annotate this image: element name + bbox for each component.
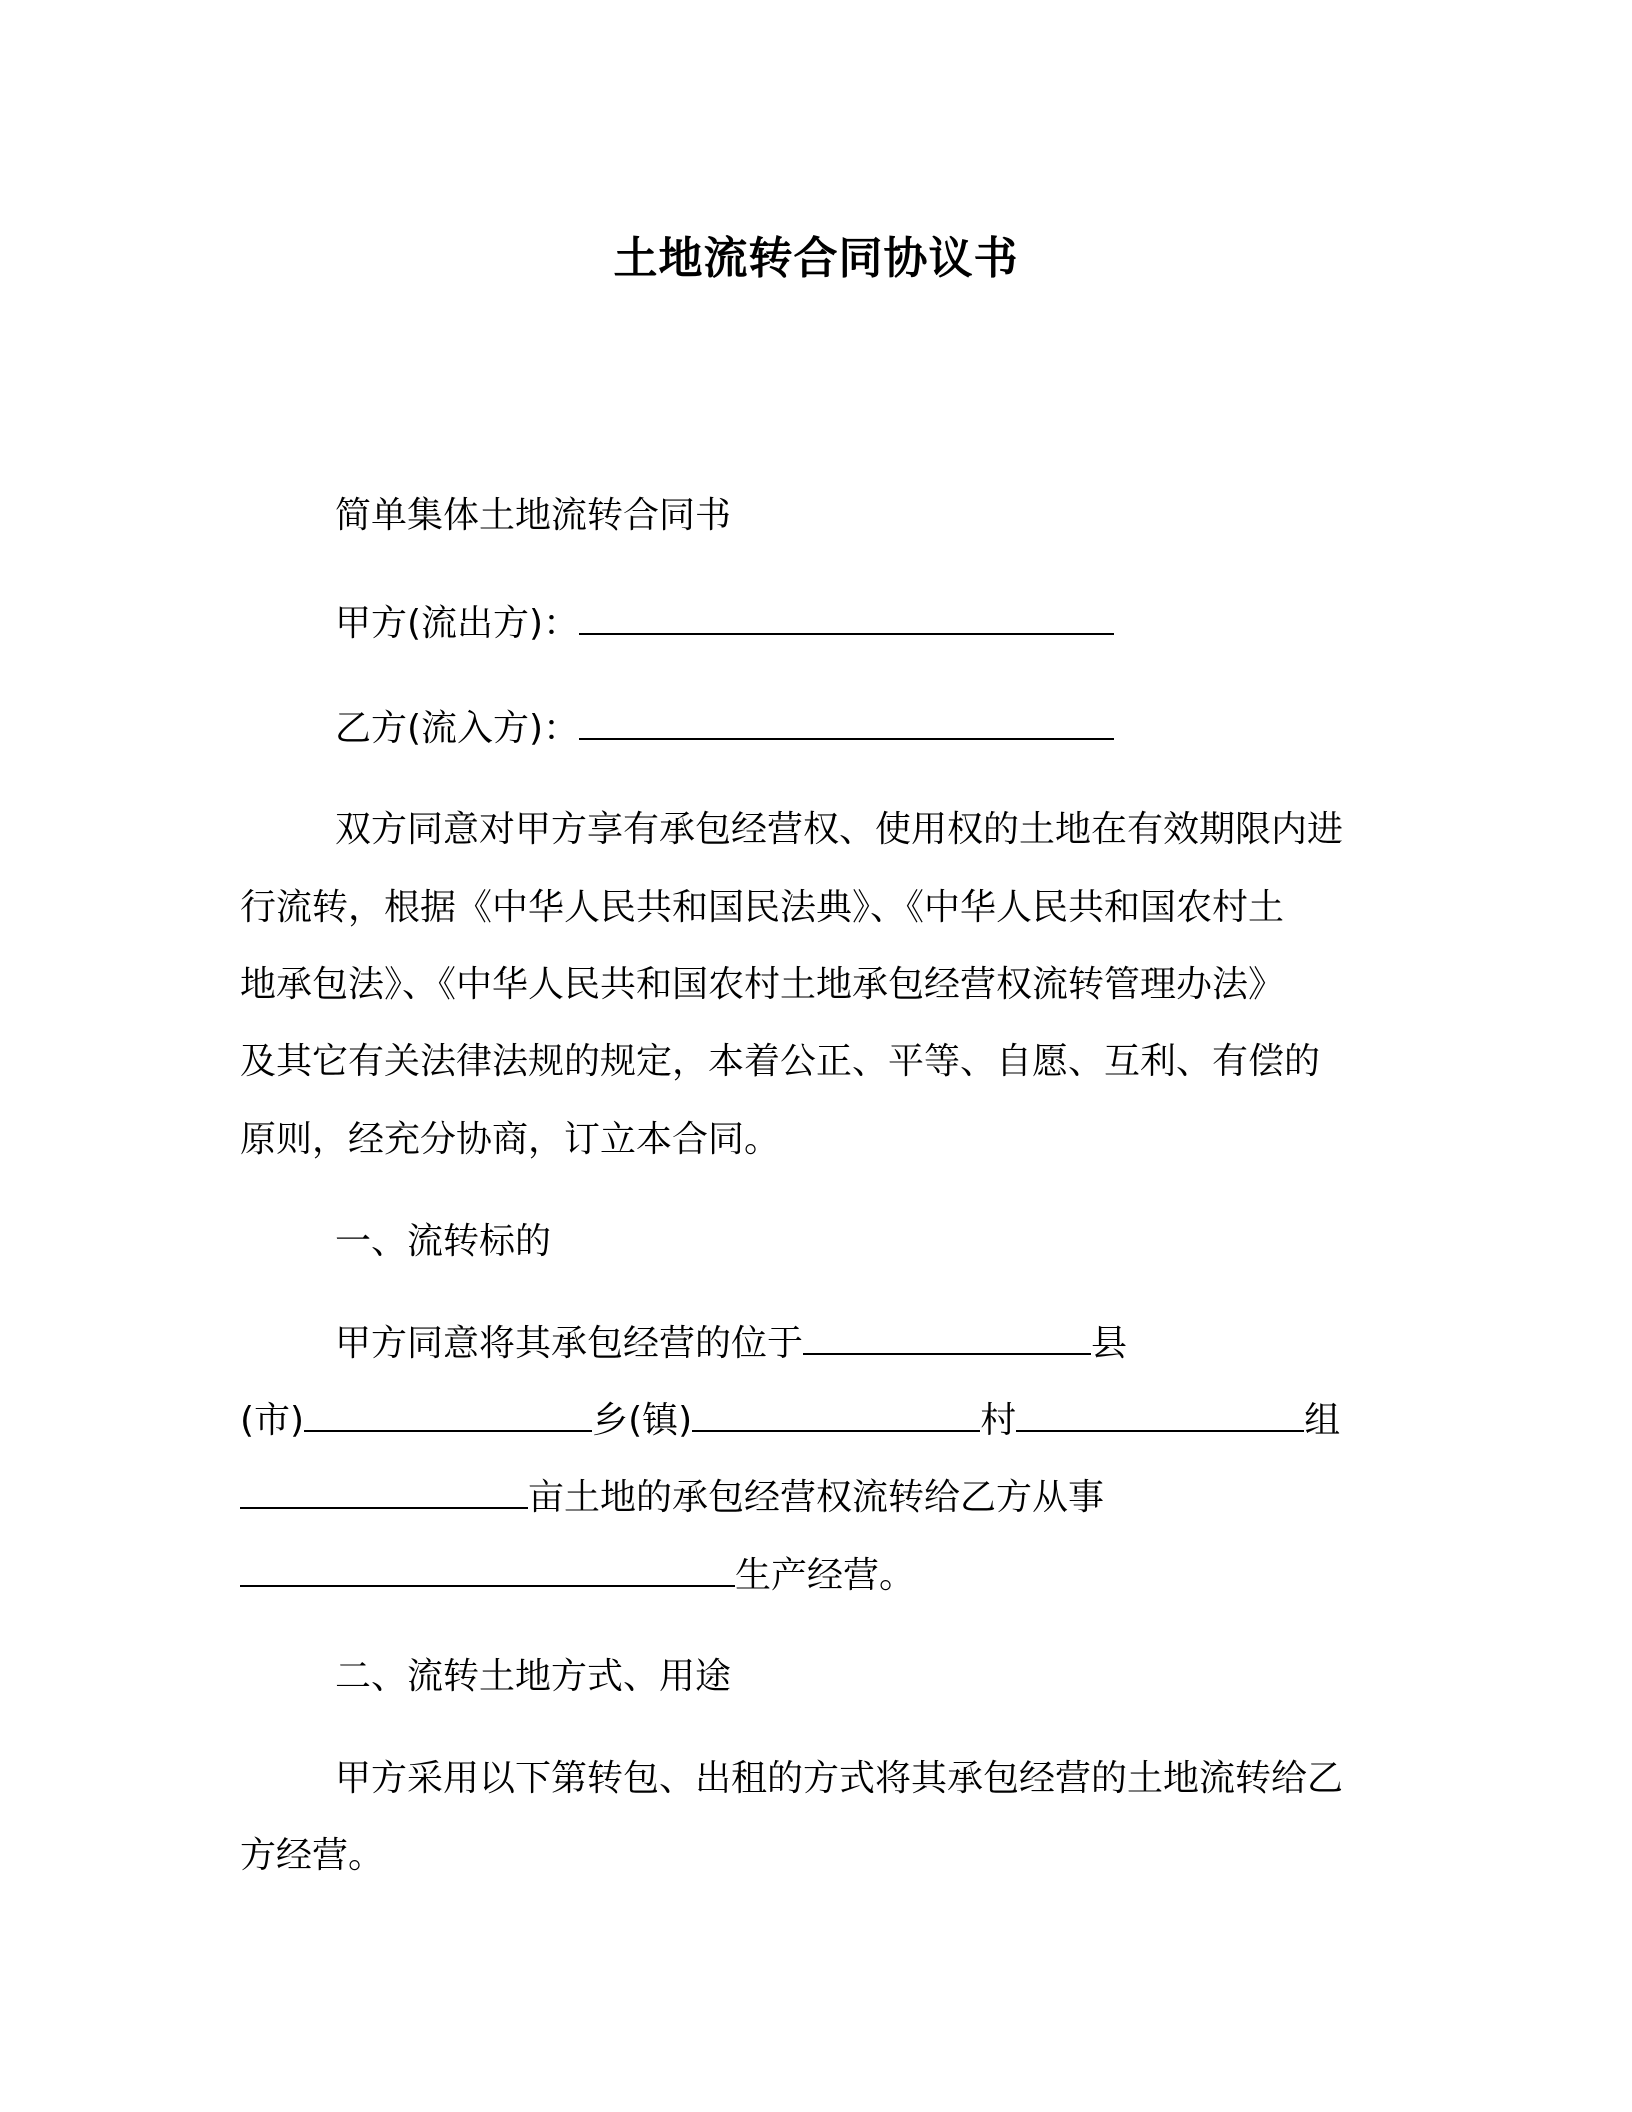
- subtitle: 简单集体土地流转合同书: [335, 495, 732, 536]
- preamble-line-4: 及其它有关法律法规的规定，本着公正、平等、自愿、互利、有偿的: [240, 1041, 1321, 1082]
- area-blank: [240, 1477, 528, 1509]
- section-1-line-2: [240, 1397, 1340, 1445]
- document-title: 土地流转合同协议书: [613, 233, 1019, 284]
- section-1-line-4: [240, 1552, 915, 1600]
- party-b-blank: [579, 708, 1114, 740]
- group-label: 组: [1304, 1400, 1341, 1441]
- section-1-line-3-text: 亩土地的承包经营权流转给乙方从事: [528, 1477, 1105, 1518]
- county-label: 县: [1091, 1323, 1128, 1364]
- county-blank: [803, 1323, 1091, 1355]
- section-1-line-3: [240, 1474, 1104, 1522]
- township-blank: [692, 1400, 980, 1432]
- city-blank: [304, 1400, 592, 1432]
- party-b-line: [335, 705, 1114, 753]
- production-blank: [240, 1555, 735, 1587]
- party-a-line: [335, 600, 1114, 648]
- section-1-line-4-text: 生产经营。: [735, 1555, 916, 1596]
- preamble-line-1: 双方同意对甲方享有承包经营权、使用权的土地在有效期限内进: [335, 809, 1344, 850]
- preamble-line-2: 行流转，根据《中华人民共和国民法典》、《中华人民共和国农村土: [240, 887, 1285, 928]
- section-1-line-1-text: 甲方同意将其承包经营的位于: [335, 1323, 804, 1364]
- township-label: 乡(镇): [592, 1400, 693, 1441]
- preamble-line-3: 地承包法》、《中华人民共和国农村土地承包经营权流转管理办法》: [240, 964, 1285, 1005]
- party-a-blank: [579, 603, 1114, 635]
- party-a-label: 甲方(流出方)：: [335, 603, 580, 644]
- section-1-heading: 一、流转标的: [335, 1221, 552, 1262]
- section-2-line-2: 方经营。: [240, 1835, 385, 1876]
- section-2-heading: 二、流转土地方式、用途: [335, 1656, 732, 1697]
- village-blank: [1016, 1400, 1304, 1432]
- city-label: (市): [240, 1400, 305, 1441]
- section-1-line-1: [335, 1320, 1127, 1368]
- section-2-line-1: 甲方采用以下第转包、出租的方式将其承包经营的土地流转给乙: [335, 1758, 1344, 1799]
- preamble-line-5: 原则，经充分协商，订立本合同。: [240, 1119, 781, 1160]
- village-label: 村: [980, 1400, 1017, 1441]
- party-b-label: 乙方(流入方)：: [335, 708, 580, 749]
